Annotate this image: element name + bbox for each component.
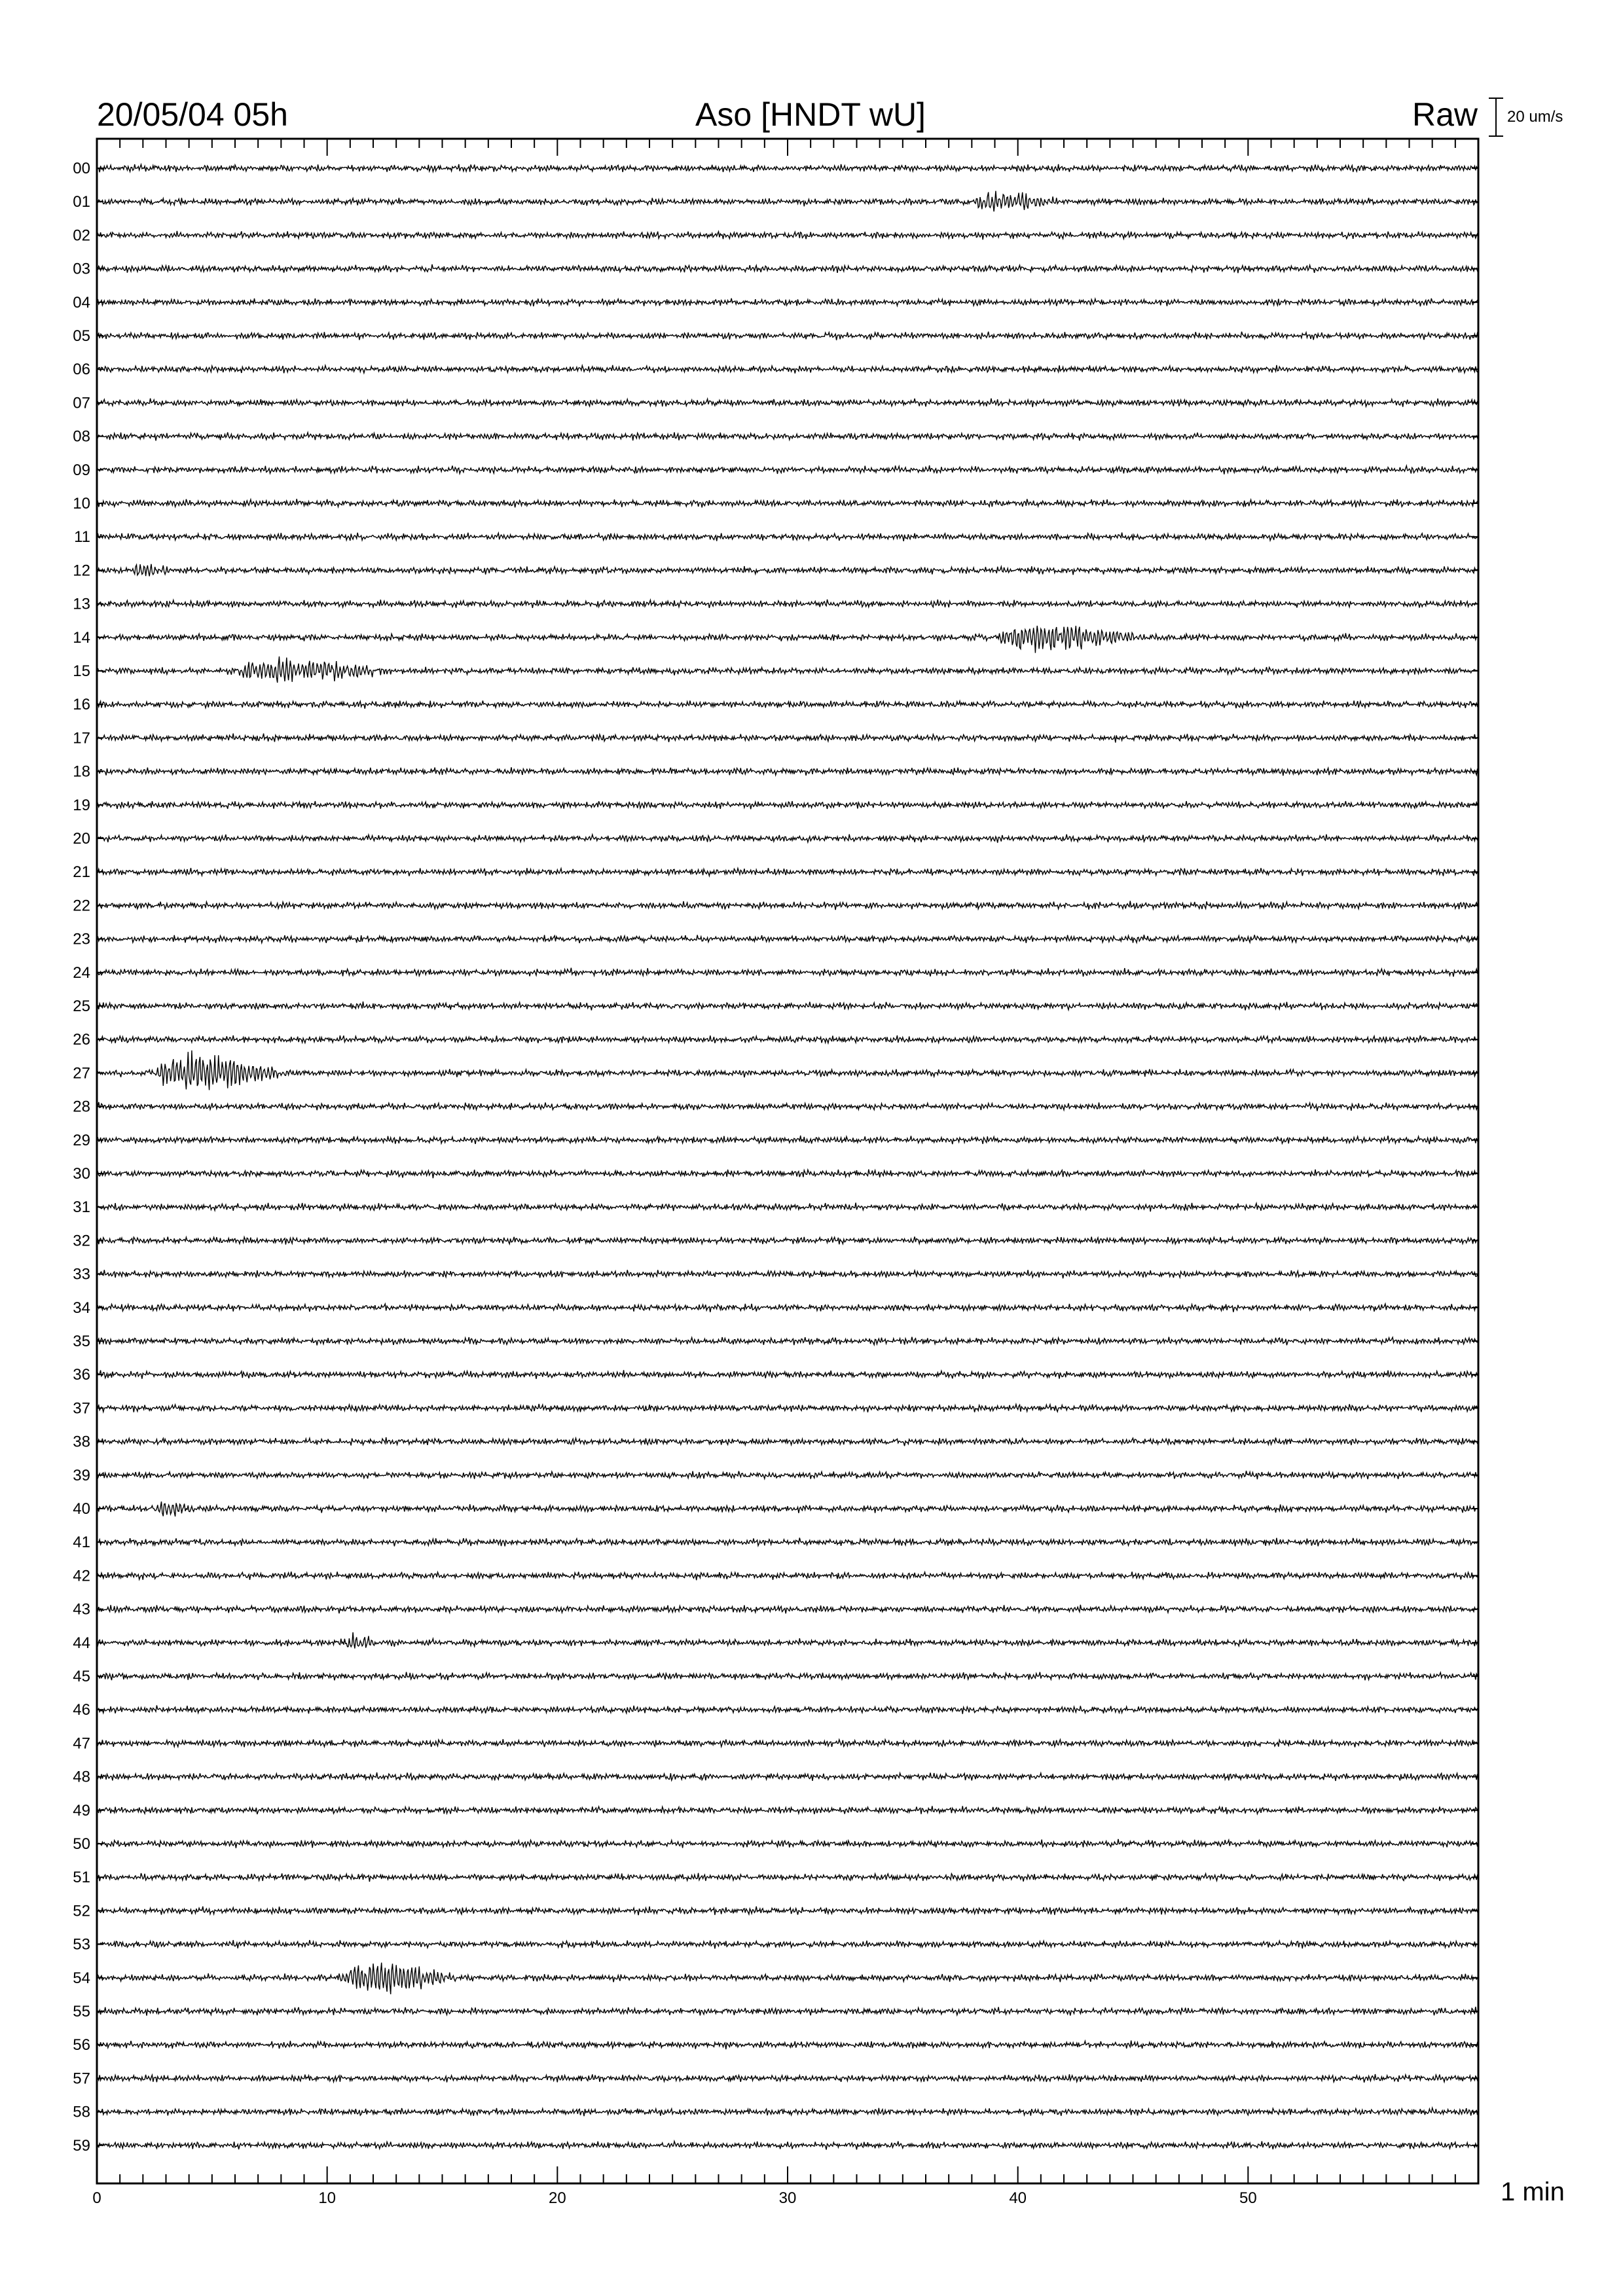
row-label: 29 [73, 1131, 90, 1149]
row-label: 49 [73, 1801, 90, 1820]
row-label: 02 [73, 226, 90, 245]
row-label: 22 [73, 897, 90, 915]
x-axis-labels [92, 2189, 1256, 2207]
seismic-trace [97, 1035, 1478, 1043]
row-label: 21 [73, 863, 90, 882]
row-label: 54 [73, 1969, 90, 1987]
seismic-trace [97, 701, 1478, 709]
row-label: 53 [73, 1935, 90, 1954]
seismic-trace [97, 1605, 1478, 1613]
seismic-trace [97, 656, 1478, 683]
row-label: 18 [73, 762, 90, 781]
x-unit-label: 1 min [1501, 2178, 1565, 2206]
seismic-trace [97, 935, 1478, 943]
seismic-trace [97, 2108, 1478, 2117]
row-label: 12 [73, 562, 90, 580]
seismic-trace [97, 968, 1478, 977]
seismic-trace [97, 191, 1478, 212]
seismic-trace [97, 1437, 1478, 1446]
seismic-trace [97, 2142, 1478, 2150]
seismic-trace [97, 1907, 1478, 1915]
row-label: 43 [73, 1600, 90, 1619]
row-label: 32 [73, 1232, 90, 1250]
seismic-trace [97, 298, 1478, 307]
row-label: 37 [73, 1399, 90, 1418]
row-label: 48 [73, 1768, 90, 1786]
row-label: 13 [73, 595, 90, 613]
row-label: 19 [73, 796, 90, 814]
seismic-trace [97, 1672, 1478, 1681]
row-label: 04 [73, 293, 90, 312]
seismic-trace [97, 332, 1478, 340]
seismic-trace [97, 164, 1478, 172]
mode-label: Raw [1412, 96, 1478, 133]
scale-bar-label: 20 um/s [1507, 108, 1563, 126]
seismic-trace [97, 1404, 1478, 1412]
seismic-trace [97, 868, 1478, 876]
seismic-trace [97, 834, 1478, 843]
row-label: 25 [73, 997, 90, 1015]
chart-title: Aso [HNDT wU] [695, 96, 926, 133]
seismic-trace [97, 1102, 1478, 1111]
amplitude-scale-bar [1489, 98, 1563, 136]
traces [97, 164, 1478, 2150]
row-label: 31 [73, 1198, 90, 1217]
x-tick-label: 20 [548, 2189, 566, 2207]
row-label: 55 [73, 2003, 90, 2020]
seismic-trace [97, 533, 1478, 541]
seismic-trace [97, 1839, 1478, 1848]
row-label: 40 [73, 1500, 90, 1518]
x-tick-label: 50 [1239, 2189, 1257, 2207]
row-label: 06 [73, 361, 90, 379]
seismic-trace [97, 801, 1478, 809]
row-label: 34 [73, 1299, 90, 1317]
seismic-trace [97, 1001, 1478, 1010]
row-label: 56 [73, 2036, 90, 2054]
row-label: 10 [73, 495, 90, 512]
row-label: 08 [73, 427, 90, 446]
row-label: 05 [73, 327, 90, 345]
row-label: 17 [73, 729, 90, 747]
row-label: 41 [73, 1534, 90, 1552]
seismic-trace [97, 1136, 1478, 1144]
seismic-trace [97, 2007, 1478, 2016]
seismic-trace [97, 1873, 1478, 1882]
seismic-trace [97, 231, 1478, 240]
header-datetime: 20/05/04 05h [97, 96, 288, 133]
row-label: 11 [74, 528, 90, 547]
seismic-trace [97, 1806, 1478, 1814]
seismic-trace [97, 1940, 1478, 1948]
row-label: 38 [73, 1433, 90, 1451]
row-label: 15 [73, 662, 90, 680]
x-tick-label: 30 [778, 2189, 797, 2207]
seismic-trace [97, 600, 1478, 608]
row-label: 14 [73, 628, 90, 647]
seismic-trace [97, 1370, 1478, 1379]
seismic-trace [97, 767, 1478, 776]
seismic-trace [97, 1471, 1478, 1479]
row-label: 01 [73, 193, 90, 211]
row-label: 52 [73, 1902, 90, 1920]
seismic-trace [97, 1538, 1478, 1547]
row-label: 59 [73, 2136, 90, 2155]
row-label: 36 [73, 1366, 90, 1384]
seismic-trace [97, 1203, 1478, 1212]
row-label: 44 [73, 1634, 90, 1652]
seismic-trace [97, 1304, 1478, 1312]
row-label: 47 [73, 1734, 90, 1753]
row-label: 35 [73, 1333, 90, 1350]
row-label: 23 [73, 930, 90, 948]
seismic-trace [97, 1337, 1478, 1346]
row-label: 33 [73, 1265, 90, 1283]
seismic-trace [97, 1571, 1478, 1580]
row-label: 46 [73, 1701, 90, 1719]
x-tick-label: 0 [92, 2189, 101, 2207]
seismic-trace [97, 1170, 1478, 1178]
seismic-trace [97, 399, 1478, 407]
seismic-trace [97, 626, 1478, 653]
row-label: 20 [73, 830, 90, 848]
row-label: 51 [73, 1869, 90, 1887]
seismic-trace [97, 564, 1478, 577]
row-label: 58 [73, 2103, 90, 2121]
row-label: 16 [73, 696, 90, 714]
seismic-trace [97, 2074, 1478, 2083]
seismic-trace [97, 1706, 1478, 1714]
seismic-trace [97, 264, 1478, 273]
row-label: 09 [73, 461, 90, 479]
seismic-trace [97, 1050, 1478, 1090]
x-tick-label: 40 [1009, 2189, 1027, 2207]
seismic-trace [97, 1963, 1478, 1994]
seismic-trace [97, 499, 1478, 507]
row-label: 50 [73, 1835, 90, 1853]
row-label: 30 [73, 1165, 90, 1183]
row-label: 42 [73, 1567, 90, 1585]
x-tick-label: 10 [318, 2189, 337, 2207]
row-label: 39 [73, 1466, 90, 1484]
seismic-trace [97, 433, 1478, 441]
row-label: 24 [73, 963, 90, 982]
row-label: 07 [73, 394, 90, 412]
seismic-trace [97, 1632, 1478, 1649]
row-label: 28 [73, 1098, 90, 1116]
row-label: 26 [73, 1031, 90, 1049]
seismic-trace [97, 1501, 1478, 1516]
row-label: 45 [73, 1668, 90, 1685]
seismic-trace [97, 901, 1478, 910]
seismic-trace [97, 734, 1478, 743]
row-label: 00 [73, 160, 90, 177]
seismic-trace [97, 1270, 1478, 1278]
seismic-trace [97, 1772, 1478, 1781]
row-label: 27 [73, 1064, 90, 1083]
seismic-trace [97, 1236, 1478, 1244]
seismic-trace [97, 1739, 1478, 1747]
row-label: 03 [73, 260, 90, 278]
seismic-trace [97, 2041, 1478, 2049]
row-labels [73, 160, 90, 2155]
seismic-trace [97, 465, 1478, 475]
seismic-trace [97, 365, 1478, 374]
row-label: 57 [73, 2070, 90, 2088]
